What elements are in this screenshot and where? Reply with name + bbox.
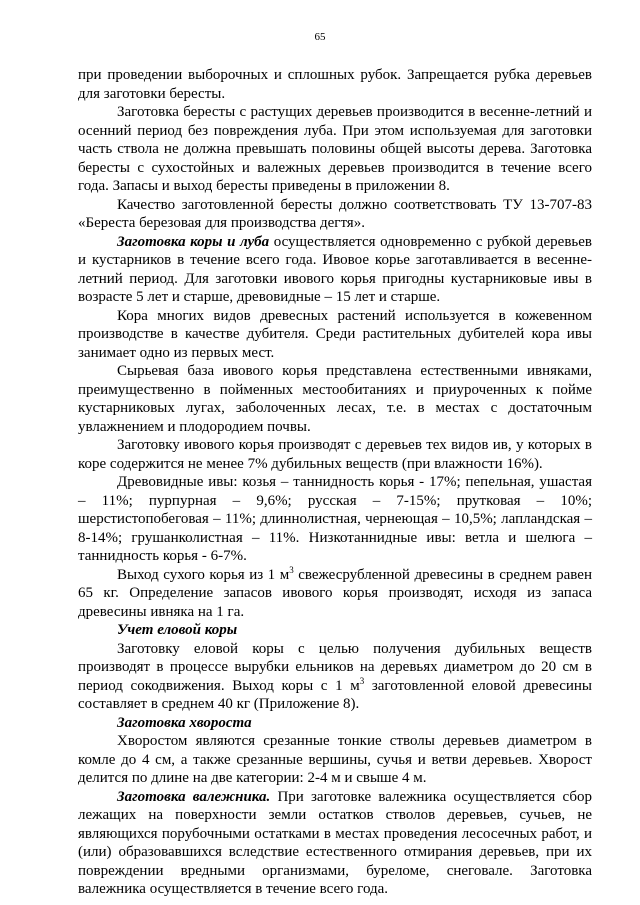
paragraph-bark-bast xyxy=(78,233,592,307)
spruce-bark-text-before: Заготовку еловой коры с целью получения дубильных веществ производят в процессе вырубки ельников на деревьях диаметром до 20 см в период сокодвижения. Выход коры с 1 м xyxy=(78,640,592,694)
cubic-superscript: 3 xyxy=(359,675,365,686)
cubic-superscript: 3 xyxy=(289,564,294,575)
page-number: 65 xyxy=(314,31,326,43)
heading-brushwood: Заготовка хвороста xyxy=(117,714,252,731)
paragraph-tree-willows: Древовидные ивы: козья – таннидность корья - 17%; пепельная, ушастая – 11%; пурпурная – 9,6%; русская – 7-15%; прутковая – 10%; шерстистопобеговая – 11%; длиннолистная, чернеющая – 10,5%; лапландская – 8-14%; грушанколистная – 11%. Низкотаннидные ивы: ветла и шелюга – таннидность корья - 6-7%. xyxy=(78,474,592,564)
paragraph-birch-bark-quality: Качество заготовленной бересты должно соответствовать ТУ 13-707-83 «Береста березовая для производства дегтя». xyxy=(78,196,592,231)
paragraph-deadwood-text: При заготовке валежника осуществляется сбор лежащих на поверхности земли остатков стволов деревьев, сучьев, не являющихся порубочными остатками в местах проведения лесосечных работ, и (или) образовавшихся вследствие естественного отмирания деревьев, при их повреждении вредными организмами, буреломе, снеговале. Заготовка валежника осуществляется в течение всего года. xyxy=(78,788,592,897)
paragraph-brushwood: Хворостом являются срезанные тонкие стволы деревьев диаметром в комле до 4 см, а также срезанные вершины, сучья и ветви деревьев. Хворост делится по длине на две категории: 2-4 м и свыше 4 м. xyxy=(78,733,592,786)
paragraph-bark-yield xyxy=(78,566,592,622)
paragraph-deadwood xyxy=(78,788,592,899)
document-body xyxy=(78,66,592,899)
spruce-bark-text-after: заготовленной еловой древесины составляет в среднем 40 кг (Приложение 8). xyxy=(78,677,592,712)
paragraph-tanning-agent: Кора многих видов древесных растений используется в кожевенном производстве в качестве дубителя. Среди растительных дубителей кора ивы занимает одно из первых мест. xyxy=(78,307,592,361)
heading-spruce-bark: Учет еловой коры xyxy=(117,622,238,638)
heading-bark-bast: Заготовка коры и луба xyxy=(117,233,270,250)
heading-deadwood: Заготовка валежника. xyxy=(117,788,271,805)
paragraph-raw-material-base: Сырьевая база ивового корья представлена естественными ивняками, преимущественно в пойменных местообитаниях и приуроченных к пойме кустарниковых лугах, заболоченных лесах, т.е. в местах с достаточным увлажнением и плодородием почвы. xyxy=(78,363,592,435)
bark-yield-text-before: Выход сухого корья из 1 м xyxy=(117,566,290,583)
paragraph-spruce-bark xyxy=(78,640,592,714)
bark-yield-text-after: свежесрубленной древесины в среднем равен 65 кг. Определение запасов ивового корья производят, исходя из запаса древесины ивняка на 1 га. xyxy=(78,566,592,620)
paragraph-willow-species-requirement: Заготовку ивового корья производят с деревьев тех видов ив, у которых в коре содержится не менее 7% дубильных веществ (при влажности 16%). xyxy=(78,437,592,472)
paragraph-birch-bark-end: при проведении выборочных и сплошных рубок. Запрещается рубка деревьев для заготовки бересты. xyxy=(78,67,592,102)
paragraph-birch-bark-harvest: Заготовка бересты с растущих деревьев производится в весенне-летний и осенний период без повреждения луба. При этом используемая для заготовки часть ствола не должна превышать половины общей высоты дерева. Заготовка бересты с сухостойных и валежных деревьев производится в течение всего года. Запасы и выход бересты приведены в приложении 8. xyxy=(78,104,592,194)
paragraph-bark-bast-text: осуществляется одновременно с рубкой деревьев и кустарников в течение всего года. Ивовое корье заготавливается в весенне-летний период. Для заготовки ивового корья пригодны кустарниковые ивы в возрасте 5 лет и старше, древовидные – 15 лет и старше. xyxy=(78,233,592,305)
